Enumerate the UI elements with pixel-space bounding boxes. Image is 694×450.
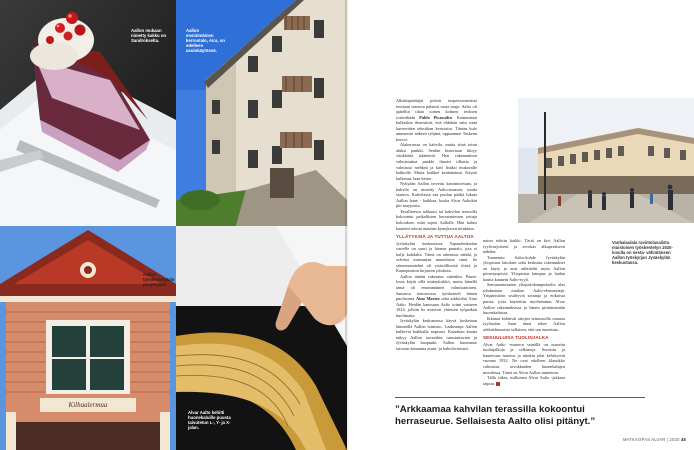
paragraph: Alvar Aalto -museon seinällä on nostettu tuolinjalkoja ja selkänoja. Suoristu ja kaarevuus muotoa ja niinkin jalat kehittyivät vuonna 1932. Ne ovat edelleen klassikko valmistus arvokkaiden huonekalujen muodossa. Tämä on Alvar Aallon tunnetuin. — [483, 341, 565, 375]
end-mark — [496, 382, 500, 386]
paragraph: Jyväskylän keskustassa käyvä kosketaan lämmöllä Aallon toimisto. Laakeampi Aallon kulkevat kaikkalla nopeasti. Kaarakan kautta näkyy Aallon tarinoihin tutustuttavien ja Jyväskylän kaupunki. Aallon huomanto taivasin kantamia asuin- ja kahvila-muisti. — [396, 318, 477, 352]
folio-label: MATKAOPAS ALVAR | 2020 — [622, 437, 680, 442]
pullquote: ”Arkkaamaa kahvilan terassilla kokoontui herraseurue. Sellaisesta Aalto olisi pitänyt.” — [395, 404, 596, 427]
paragraph: Tällä väkes, milloinen Alvar Aalto -jakkara taipuu. — [483, 375, 565, 386]
pavilion-sign-text: Kilhaalermua — [68, 401, 108, 409]
wooden-pavilion-photo — [0, 226, 176, 450]
section-heading: YLLÄTYKSIÄ JA TUTTUA AALTOA — [396, 234, 474, 240]
paragraph: Tavallisessa arkkaasi tai kahvilan terassilla kokoontui paikallisten herrasmiesten tottuja kokoukset, mitä sopisi Aallolle. Hän halusi kaunein talosta matalan kymykssen niinkinsa. — [396, 208, 477, 231]
chair-leg-caption: Alvar Aalto kehitti huonekaluille puusta taivutetun L-, Y- ja X-jalan. — [188, 410, 231, 431]
article-column-2 — [483, 238, 565, 392]
paragraph: Nykyään Aallon teivettu kammiotetaan, ja kahvila on nimetty Aalto-maasen, mutta saatava. Kahvilassa saa puolan pääliä lukuta Aallon laine - kaikkaa, koska Alvar Aaltokin piti mayjuista. — [396, 181, 477, 209]
person-name: Pablo Picassolta — [419, 114, 452, 120]
person-name: Aino Marsio — [416, 296, 440, 302]
pavilion-caption: Aallon työskentelytalo puuntoissa. — [143, 272, 175, 288]
paragraph: Seminaarinmäen yliopistokampukselta alas johdantaan matkaa Aalto-elementtejä. Ympäristöön sisältyviä sointuja ja erikoisia puista, joita käytettiin myöhemmin Alvar Aallon rakennuksissa ja hänen piirtämissään huonekaluissa. — [483, 282, 565, 316]
page-folio — [623, 437, 686, 442]
paragraph: Jyväskylän keskustassa Vapaudenkadun varrelle on suuri ja hienon puutalo, jota ei kulje kohdalta. Tämä on rakennus nähdä, ja selvästi muistuttaa muunlaisia siinä. Se rakennusmiehet oli ystävällisestä töistä ja Kaarepuiston kirjaston johdosta. — [396, 240, 477, 274]
square-caption: Vanhalaulala ravintolasalista muistoisen työskentelyn 1920-luvulla on nesta- vähintänsen Aallon työskyrjan Jyväskylän keskustassa. — [612, 240, 673, 265]
page-number: 45 — [680, 437, 686, 442]
paragraph: Ikkunat kohäivät talojen seinustoilla omassa tyylissään. Juuri tämä tekee Aallon arkkitehtuurista sellaisen, että sen tunnistaa. — [483, 315, 565, 332]
cake-caption: Aallon mukaan nimetty kakku on Sandrokselta. — [131, 28, 167, 44]
article-column-1 — [396, 98, 477, 392]
paragraph: naiset tehtiin kaikki. Tästä on kivi Aallon tyylivarjoisesti ja arvokas alkuperäisesti nähden. — [483, 238, 565, 255]
paragraph: Tunnetuin Aalto-kohde Jyväskylän yliopiston laitokset sekä keskusta rakennukset on käyty ja uusi arkkitehti myös Aallon piirustuspöytä. Yliopiston kampus ja laidan kautta kaunein Aalto-tyyli. — [483, 254, 565, 282]
building-caption: Aallon ensimmäinen kerrostalo, Aira, on edelleen asuinkäytössä. — [186, 28, 226, 54]
right-page-article — [347, 0, 694, 450]
town-square-photo — [518, 98, 694, 223]
pullquote-rule — [395, 397, 645, 398]
section-heading: SEKUULUISA TUOLINJALKA — [483, 335, 549, 341]
paragraph: Alakerrassa on kahvila, mutta siinä toimi aluksi pankki. Senkin historiaan liittyy värikkäitä käänteitä. Heti rakennuksen valmistuttua pankki ilmaisi tilkasta ja valmistui mehkeä ja kävi lisäksi mukavalle kehkolle. Mutta kaikkei keräämänsä. Käynti kulkenut, laan kertoi. — [396, 142, 477, 181]
page-fold — [345, 0, 349, 450]
paragraph: Alkalaipäättäjät pitivät impressionistista teostaan tarrassa palautti tuota muja. Aalto oli ajatellut tilata toinen kolmen teoksen ystävältään Pablo Picassolta. Kaimmärnä kulkeskin ilmentivät, että ehkihän näin siinä kavereiden tekniikan kertoisiin. Tämän kulo ammeesta näkeen tyhjinä, uppaamme Taskenn kertoo. — [396, 98, 477, 142]
paragraph: Aallon tämän rakennus sittenkin. Puuta-lossa käytä sillä mittayksikkö, mutta hänellä tämä oli ensimmäinen valmistaminen. Samassa toimistossa työskenteli hänen puolisonsa Aino Marsio sekä arkkitehti Aino Aalto. Heidän kanssaan Aalto toimi vuoteen 1924, jolloin he avasivat yhteisen työpaikan huolimatta. — [396, 273, 477, 318]
